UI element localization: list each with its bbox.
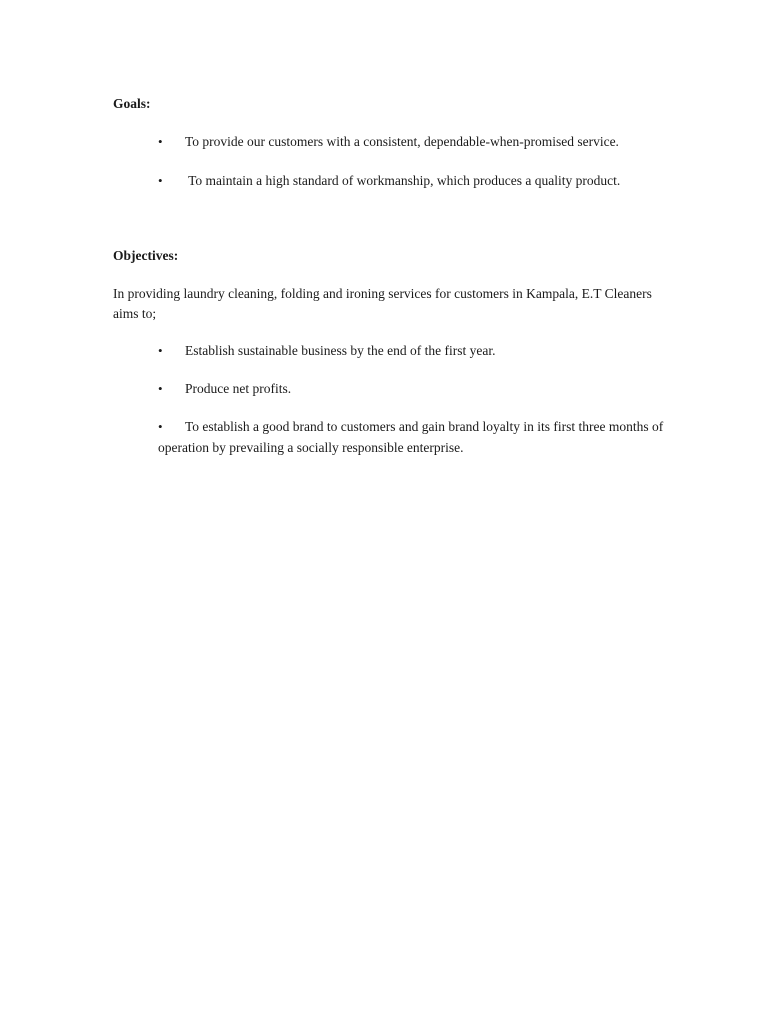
- goals-item-text: To provide our customers with a consistent, dependable-when-promised service.: [185, 134, 619, 149]
- bullet-icon: •: [158, 173, 163, 188]
- objectives-list-item: [158, 378, 698, 399]
- objectives-item-text: Produce net profits.: [185, 381, 292, 396]
- objectives-item-text: Establish sustainable business by the end of the first year.: [185, 343, 496, 358]
- goals-heading: Goals:: [113, 96, 151, 111]
- bullet-icon: •: [158, 381, 163, 396]
- goals-list-item: [158, 131, 698, 152]
- goals-item-text: To maintain a high standard of workmanship, which produces a quality product.: [185, 173, 621, 188]
- objectives-list-item: [158, 340, 698, 361]
- bullet-icon: •: [158, 419, 163, 434]
- objectives-intro: In providing laundry cleaning, folding and ironing services for customers in Kampala, E.T Cleaners aims to;: [113, 286, 652, 321]
- objectives-item-text: To establish a good brand to customers and gain brand loyalty in its first three months of operation by prevailing a socially responsible enterprise.: [158, 419, 664, 455]
- goals-list-item: [158, 170, 698, 191]
- objectives-heading: Objectives:: [113, 248, 179, 263]
- objectives-list-item: [158, 416, 668, 458]
- bullet-icon: •: [158, 343, 163, 358]
- bullet-icon: •: [158, 134, 163, 149]
